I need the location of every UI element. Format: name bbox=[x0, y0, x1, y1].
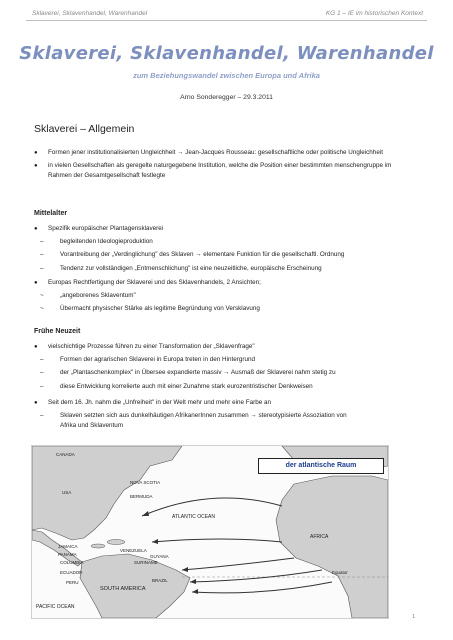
map-place-label: AFRICA bbox=[310, 534, 329, 540]
map-label: der atlantische Raum bbox=[258, 458, 384, 474]
list-item: ● Europas Rechtfertigung der Sklaverei und des Sklavenhandels, 2 Ansichten; bbox=[34, 278, 414, 288]
dash-icon: – bbox=[40, 251, 44, 259]
list-item: ● Seit dem 16. Jh. nahm die „Unfreiheit" in der Welt mehr und mehr eine Farbe an bbox=[34, 398, 414, 408]
map-place-label: PANAMA bbox=[58, 552, 77, 557]
bullet-icon: ● bbox=[34, 226, 38, 232]
dash-icon: – bbox=[40, 356, 44, 364]
page-header bbox=[26, 8, 427, 21]
list-item: – Tendenz zur vollständigen „Entmenschlichung" ist eine neuzeitliche, europäische Erscheinung bbox=[34, 264, 414, 274]
list-item: ● Spezifik europäischer Plantagensklaverei bbox=[34, 224, 414, 234]
bullet-icon: ● bbox=[34, 280, 38, 286]
bullet-icon: ● bbox=[34, 399, 38, 406]
map-place-label: Equator bbox=[332, 570, 348, 575]
intro-bullets bbox=[34, 148, 414, 182]
list-item: ● Formen jener institutionalisierten Ungleichheit → Jean-Jacques Rousseau: gesellschaftliche oder politische Ungleichheit bbox=[34, 148, 414, 158]
route-arrow bbox=[190, 570, 322, 582]
tilde-icon: ~ bbox=[40, 305, 44, 313]
island-jamaica bbox=[91, 544, 105, 548]
list-item: ~ Übermacht physischer Stärke als legitime Begründung von Versklavung bbox=[34, 304, 414, 314]
route-arrow bbox=[182, 558, 294, 570]
map-place-label: ATLANTIC OCEAN bbox=[172, 514, 215, 520]
map-place-label: VENEZUELA bbox=[120, 548, 147, 553]
route-arrow bbox=[152, 539, 282, 542]
document-title: Sklaverei, Sklavenhandel, Warenhandel bbox=[19, 43, 434, 64]
map-place-label: ECUADOR bbox=[60, 570, 83, 575]
dash-icon: – bbox=[40, 412, 44, 420]
map-place-label: SOUTH AMERICA bbox=[100, 586, 146, 592]
list-item: ● in vielen Gesellschaften als geregelte naturgegebene Institution, welche die Position einer bestimmten menschengruppe im Rahmen der Gesamtgesellschaft festlegte bbox=[34, 162, 392, 180]
list-item: – Vorantreibung der „Verdinglichung" des Sklaven → elementare Funktion für die gesellschaftl. Ordnung bbox=[34, 250, 414, 260]
map-place-label: PERU bbox=[66, 580, 79, 585]
route-arrow bbox=[192, 582, 332, 593]
dash-icon: – bbox=[40, 369, 44, 377]
list-item: – diese Entwicklung korrelierte auch mit einer Zunahme stark eurozentristischer Denkweisen bbox=[34, 382, 414, 392]
map-place-label: USA bbox=[62, 490, 72, 495]
list-item: – begleitenden Ideologieproduktion bbox=[34, 237, 414, 247]
map-place-label: PACIFIC OCEAN bbox=[36, 604, 75, 610]
list-item: ● vielschichtige Prozesse führen zu einer Transformation der „Sklavenfrage" bbox=[34, 342, 414, 352]
page-number: 1 bbox=[412, 614, 415, 620]
list-item: ~ „angeborenes Sklaventum" bbox=[34, 291, 414, 301]
list-item: – Sklaven setzten sich aus dunkelhäutigen AfrikanerInnen zusammen → stereotypisierte Assoziation von Afrika und Sklaventum bbox=[40, 412, 347, 430]
dash-icon: – bbox=[40, 264, 44, 272]
map-place-label: NOVA SCOTIA bbox=[130, 480, 161, 485]
bullet-icon: ● bbox=[34, 344, 38, 350]
map-place-label: SURINAME bbox=[134, 560, 158, 565]
landmass-north-america bbox=[32, 446, 182, 540]
dash-icon: – bbox=[40, 238, 44, 246]
document-subtitle: zum Beziehungswandel zwischen Europa und Afrika bbox=[133, 71, 320, 80]
island-hispaniola bbox=[107, 540, 125, 545]
bullet-icon: ● bbox=[34, 163, 38, 170]
section-heading: Sklaverei – Allgemein bbox=[34, 123, 135, 135]
subheading-fruehe-neuzeit: Frühe Neuzeit bbox=[34, 328, 81, 335]
mittelalter-list bbox=[34, 224, 414, 274]
tilde-icon: ~ bbox=[40, 292, 44, 300]
map-place-label: CANADA bbox=[56, 452, 75, 457]
fruehe-neuzeit-list bbox=[34, 342, 414, 431]
map-place-label: JAMAICA bbox=[58, 544, 78, 549]
list-item: – der „Plantaschenkomplex" in Übersee expandierte massiv → Ausmaß der Sklaverei nahm stetig zu bbox=[34, 368, 414, 378]
list-item: – Formen der agrarischen Sklaverei in Europa treten in den Hintergrund bbox=[34, 355, 414, 365]
header-left: Sklaverei, Sklavenhandel, Warenhandel bbox=[32, 10, 148, 17]
subheading-mittelalter: Mittelalter bbox=[34, 210, 68, 217]
header-right: KG 1 – IE im historischen Kontext bbox=[325, 10, 423, 17]
landmass-africa bbox=[276, 476, 388, 618]
author-line: Arno Sonderegger – 29.3.2011 bbox=[180, 94, 273, 101]
dash-icon: – bbox=[40, 382, 44, 390]
map-place-label: BRAZIL bbox=[152, 578, 168, 583]
bullet-icon: ● bbox=[34, 150, 38, 156]
map-place-label: COLUMBIA bbox=[60, 560, 84, 565]
rechtfertigung-list bbox=[34, 278, 414, 315]
map-place-label: GUYANA bbox=[150, 554, 169, 559]
map-place-label: BERMUDA bbox=[130, 494, 153, 499]
arrowhead bbox=[192, 589, 198, 594]
arrowhead bbox=[142, 511, 149, 516]
